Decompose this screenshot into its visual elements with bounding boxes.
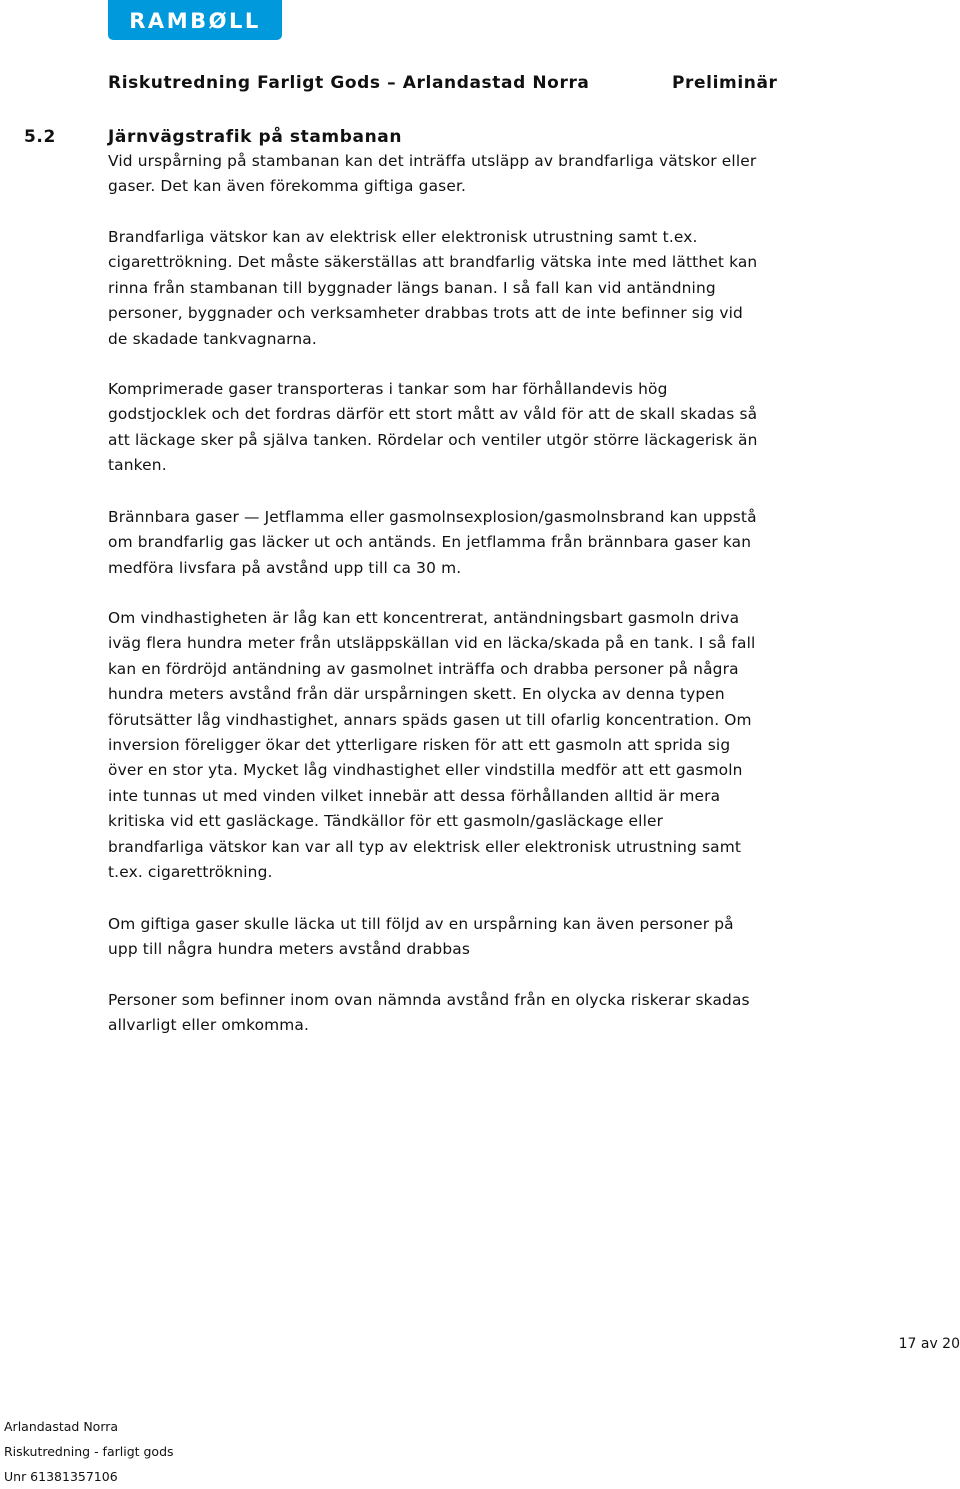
section-title: Järnvägstrafik på stambanan (108, 127, 403, 147)
paragraph-7 (108, 988, 868, 1039)
section-number: 5.2 (24, 127, 56, 147)
paragraph-text: Vid urspårning på stambanan kan det inträffa utsläpp av brandfarliga vätskor eller gaser. Det kan även förekomma giftiga gaser. (108, 152, 757, 196)
paragraph-text: Om vindhastigheten är låg kan ett koncentrerat, antändningsbart gasmoln driva iväg flera hundra meter från utsläppskällan vid en läcka/skada på en tank. I så fall kan en fördröjd antändning av gasmolnet inträffa och drabba personer på några hundra meters avstånd från där urspårningen skett. En olycka av denna typen förutsätter låg vindhastighet, annars späds gasen ut till ofarlig koncentration. Om inversion föreligger ökar det ytterligare risken för att ett gasmoln att sprida sig över en stor yta. Mycket låg vindhastighet eller vindstilla medför att ett gasmoln inte tunnas ut med vinden vilket innebär att dessa förhållanden alltid är mera kritiska vid ett gasläckage. Tändkällor för ett gasmoln/gasläckage eller brandfarliga vätskor kan var all typ av elektrisk eller elektronisk utrustning samt t.ex. cigarettrökning. (108, 609, 756, 882)
paragraph-text: Brandfarliga vätskor kan av elektrisk eller elektronisk utrustning samt t.ex. cigarettrökning. Det måste säkerställas att brandfarlig vätska inte med lätthet kan rinna från stambanan till byggnader längs banan. I så fall kan vid antändning personer, byggnader och verksamheter drabbas trots att de inte befinner sig vid de skadade tankvagnarna. (108, 228, 758, 348)
paragraph-1 (108, 149, 868, 200)
logo-text: RAMBØLL (129, 8, 261, 33)
paragraph-5 (108, 606, 868, 885)
paragraph-2 (108, 225, 868, 352)
section-heading (0, 124, 960, 150)
paragraph-text: Komprimerade gaser transporteras i tankar som har förhållandevis hög godstjocklek och det fordras därför ett stort mått av våld för att de skall skadas så att läckage sker på själva tanken. Rördelar och ventiler utgör större läckagerisk än tanken. (108, 380, 758, 475)
paragraph-4 (108, 505, 868, 581)
company-logo (108, 0, 282, 40)
footer-document: Riskutredning - farligt gods (4, 1444, 174, 1459)
page-number: 17 av 20 (898, 1336, 960, 1352)
paragraph-3 (108, 377, 868, 479)
paragraph-text: Om giftiga gaser skulle läcka ut till följd av en urspårning kan även personer på upp till några hundra meters avstånd drabbas (108, 915, 734, 959)
document-status: Preliminär (672, 73, 778, 93)
paragraph-text: Brännbara gaser — Jetflamma eller gasmolnsexplosion/gasmolnsbrand kan uppstå om brandfarlig gas läcker ut och antänds. En jetflamma från brännbara gaser kan medföra livsfara på avstånd upp till ca 30 m. (108, 508, 757, 577)
footer-project: Arlandastad Norra (4, 1419, 119, 1434)
paragraph-6 (108, 912, 868, 963)
footer-assignment-number: Unr 61381357106 (4, 1469, 118, 1484)
footer (4, 1414, 174, 1489)
document-title: Riskutredning Farligt Gods – Arlandastad Norra (108, 73, 590, 93)
paragraph-text: Personer som befinner inom ovan nämnda avstånd från en olycka riskerar skadas allvarligt eller omkomma. (108, 991, 750, 1035)
document-header (108, 70, 788, 96)
